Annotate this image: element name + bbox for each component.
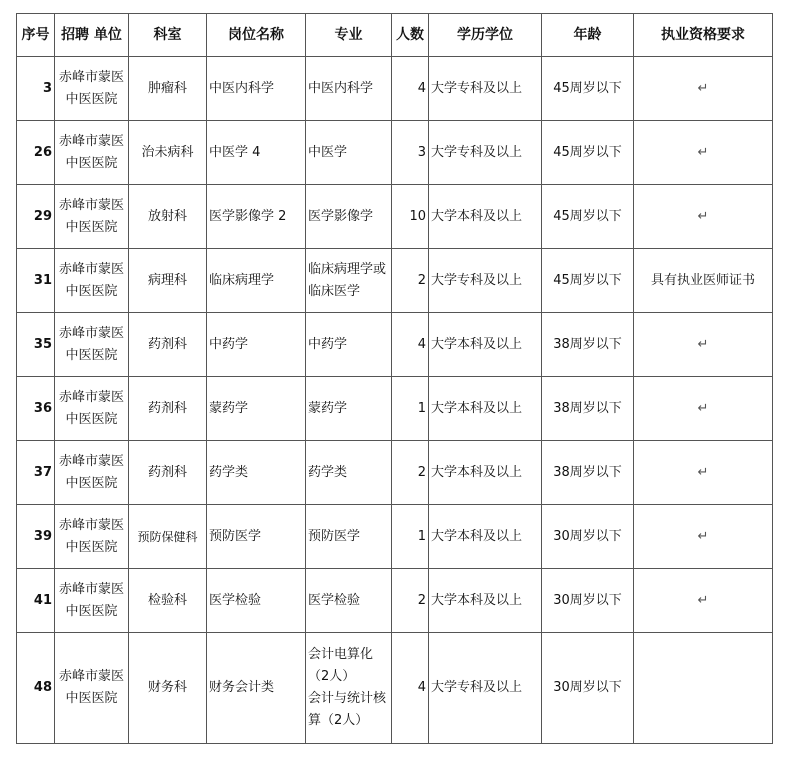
header-count: 人数 — [392, 14, 429, 57]
cell-unit: 赤峰市蒙医中医医院 — [55, 441, 129, 505]
cell-qualification: ↵ — [634, 569, 773, 633]
cell-count: 1 — [392, 505, 429, 569]
table-row — [17, 569, 773, 633]
cell-no: 3 — [17, 57, 55, 121]
cell-count: 2 — [392, 569, 429, 633]
cell-no: 31 — [17, 249, 55, 313]
table-row — [17, 441, 773, 505]
cell-position: 临床病理学 — [207, 249, 306, 313]
header-row — [17, 14, 773, 57]
cell-qualification: ↵ — [634, 441, 773, 505]
cell-education: 大学本科及以上 — [429, 505, 542, 569]
cell-major: 药学类 — [306, 441, 392, 505]
cell-count: 4 — [392, 57, 429, 121]
cell-position: 财务会计类 — [207, 633, 306, 744]
cell-education: 大学本科及以上 — [429, 569, 542, 633]
cell-dept: 病理科 — [129, 249, 207, 313]
table-row — [17, 633, 773, 744]
cell-dept: 预防保健科 — [129, 505, 207, 569]
cell-major — [306, 633, 392, 744]
cell-major: 临床病理学或临床医学 — [306, 249, 392, 313]
header-no: 序号 — [17, 14, 55, 57]
header-age: 年龄 — [542, 14, 634, 57]
cell-position: 中药学 — [207, 313, 306, 377]
recruitment-table — [16, 13, 773, 744]
header-education: 学历学位 — [429, 14, 542, 57]
cell-count: 2 — [392, 441, 429, 505]
cell-major: 医学影像学 — [306, 185, 392, 249]
cell-age: 45周岁以下 — [542, 57, 634, 121]
table-row — [17, 57, 773, 121]
header-dept: 科室 — [129, 14, 207, 57]
table-row — [17, 185, 773, 249]
cell-education: 大学专科及以上 — [429, 57, 542, 121]
cell-age: 30周岁以下 — [542, 505, 634, 569]
header-unit: 招聘 单位 — [55, 14, 129, 57]
cell-major: 中药学 — [306, 313, 392, 377]
cell-dept: 肿瘤科 — [129, 57, 207, 121]
cell-age: 45周岁以下 — [542, 121, 634, 185]
cell-no: 35 — [17, 313, 55, 377]
cell-unit: 赤峰市蒙医中医医院 — [55, 249, 129, 313]
cell-age: 30周岁以下 — [542, 633, 634, 744]
cell-no: 29 — [17, 185, 55, 249]
header-position: 岗位名称 — [207, 14, 306, 57]
cell-age: 30周岁以下 — [542, 569, 634, 633]
cell-age: 38周岁以下 — [542, 313, 634, 377]
cell-education: 大学本科及以上 — [429, 185, 542, 249]
cell-qualification: 具有执业医师证书 — [634, 249, 773, 313]
cell-age: 45周岁以下 — [542, 249, 634, 313]
cell-position: 医学影像学 2 — [207, 185, 306, 249]
cell-qualification: ↵ — [634, 57, 773, 121]
cell-dept: 检验科 — [129, 569, 207, 633]
cell-no: 41 — [17, 569, 55, 633]
cell-count: 4 — [392, 633, 429, 744]
table-row — [17, 505, 773, 569]
cell-position: 中医学 4 — [207, 121, 306, 185]
cell-education: 大学本科及以上 — [429, 313, 542, 377]
cell-major: 蒙药学 — [306, 377, 392, 441]
cell-dept: 治未病科 — [129, 121, 207, 185]
cell-unit: 赤峰市蒙医中医医院 — [55, 313, 129, 377]
cell-major-line-2: 会计与统计核算（2人） — [308, 691, 387, 728]
cell-age: 45周岁以下 — [542, 185, 634, 249]
cell-age: 38周岁以下 — [542, 441, 634, 505]
cell-unit: 赤峰市蒙医中医医院 — [55, 57, 129, 121]
cell-dept: 药剂科 — [129, 377, 207, 441]
cell-dept: 药剂科 — [129, 441, 207, 505]
cell-major: 医学检验 — [306, 569, 392, 633]
cell-count: 4 — [392, 313, 429, 377]
cell-education: 大学专科及以上 — [429, 249, 542, 313]
cell-count: 1 — [392, 377, 429, 441]
cell-position: 中医内科学 — [207, 57, 306, 121]
cell-unit: 赤峰市蒙医中医医院 — [55, 185, 129, 249]
cell-no: 26 — [17, 121, 55, 185]
cell-qualification: ↵ — [634, 313, 773, 377]
cell-qualification: ↵ — [634, 377, 773, 441]
cell-position: 药学类 — [207, 441, 306, 505]
cell-education: 大学专科及以上 — [429, 121, 542, 185]
cell-major-line-1: 会计电算化（2人） — [308, 647, 374, 684]
cell-position: 预防医学 — [207, 505, 306, 569]
cell-age: 38周岁以下 — [542, 377, 634, 441]
cell-no: 37 — [17, 441, 55, 505]
cell-unit: 赤峰市蒙医中医医院 — [55, 633, 129, 744]
table-row — [17, 377, 773, 441]
cell-count: 2 — [392, 249, 429, 313]
cell-dept: 财务科 — [129, 633, 207, 744]
cell-no: 48 — [17, 633, 55, 744]
header-major: 专业 — [306, 14, 392, 57]
cell-unit: 赤峰市蒙医中医医院 — [55, 121, 129, 185]
cell-qualification — [634, 633, 773, 744]
cell-unit: 赤峰市蒙医中医医院 — [55, 569, 129, 633]
table-row — [17, 249, 773, 313]
cell-count: 10 — [392, 185, 429, 249]
cell-unit: 赤峰市蒙医中医医院 — [55, 505, 129, 569]
cell-education: 大学专科及以上 — [429, 633, 542, 744]
cell-qualification: ↵ — [634, 121, 773, 185]
cell-no: 39 — [17, 505, 55, 569]
cell-major: 中医内科学 — [306, 57, 392, 121]
cell-dept: 放射科 — [129, 185, 207, 249]
cell-no: 36 — [17, 377, 55, 441]
cell-unit: 赤峰市蒙医中医医院 — [55, 377, 129, 441]
cell-education: 大学本科及以上 — [429, 441, 542, 505]
cell-position: 医学检验 — [207, 569, 306, 633]
table-row — [17, 121, 773, 185]
cell-dept: 药剂科 — [129, 313, 207, 377]
cell-count: 3 — [392, 121, 429, 185]
cell-qualification: ↵ — [634, 185, 773, 249]
cell-qualification: ↵ — [634, 505, 773, 569]
table-row — [17, 313, 773, 377]
cell-major: 中医学 — [306, 121, 392, 185]
header-qualification: 执业资格要求 — [634, 14, 773, 57]
cell-education: 大学本科及以上 — [429, 377, 542, 441]
cell-position: 蒙药学 — [207, 377, 306, 441]
cell-major: 预防医学 — [306, 505, 392, 569]
